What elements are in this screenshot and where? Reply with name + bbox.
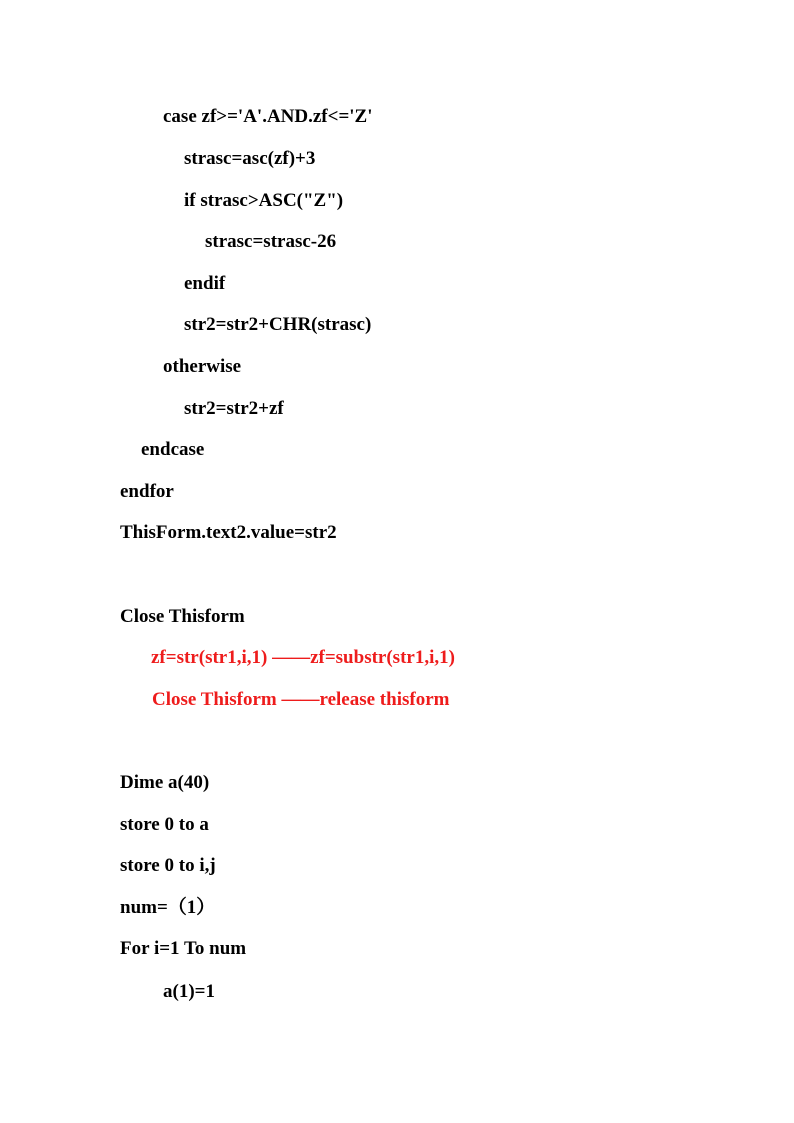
code-line: str2=str2+zf [184, 398, 284, 419]
code-line: strasc=asc(zf)+3 [184, 148, 316, 169]
code-line: str2=str2+CHR(strasc) [184, 314, 372, 335]
code-line: a(1)=1 [163, 981, 215, 1002]
correction-note: Close Thisform ——release thisform [152, 689, 450, 710]
code-line: For i=1 To num [120, 938, 247, 959]
correction-note: zf=str(str1,i,1) ——zf=substr(str1,i,1) [151, 647, 455, 668]
code-line: store 0 to a [120, 814, 209, 835]
code-line: otherwise [163, 356, 242, 377]
code-line: endcase [141, 439, 205, 460]
code-line: if strasc>ASC("Z") [184, 190, 344, 211]
code-line: case zf>='A'.AND.zf<='Z' [163, 106, 373, 127]
code-line: endfor [120, 481, 174, 502]
code-line: store 0 to i,j [120, 855, 216, 876]
code-line: num=（1） [120, 897, 216, 918]
code-line: Dime a(40) [120, 772, 210, 793]
code-line: ThisForm.text2.value=str2 [120, 522, 337, 543]
code-line: strasc=strasc-26 [205, 231, 337, 252]
code-line: Close Thisform [120, 606, 245, 627]
code-line: endif [184, 273, 226, 294]
